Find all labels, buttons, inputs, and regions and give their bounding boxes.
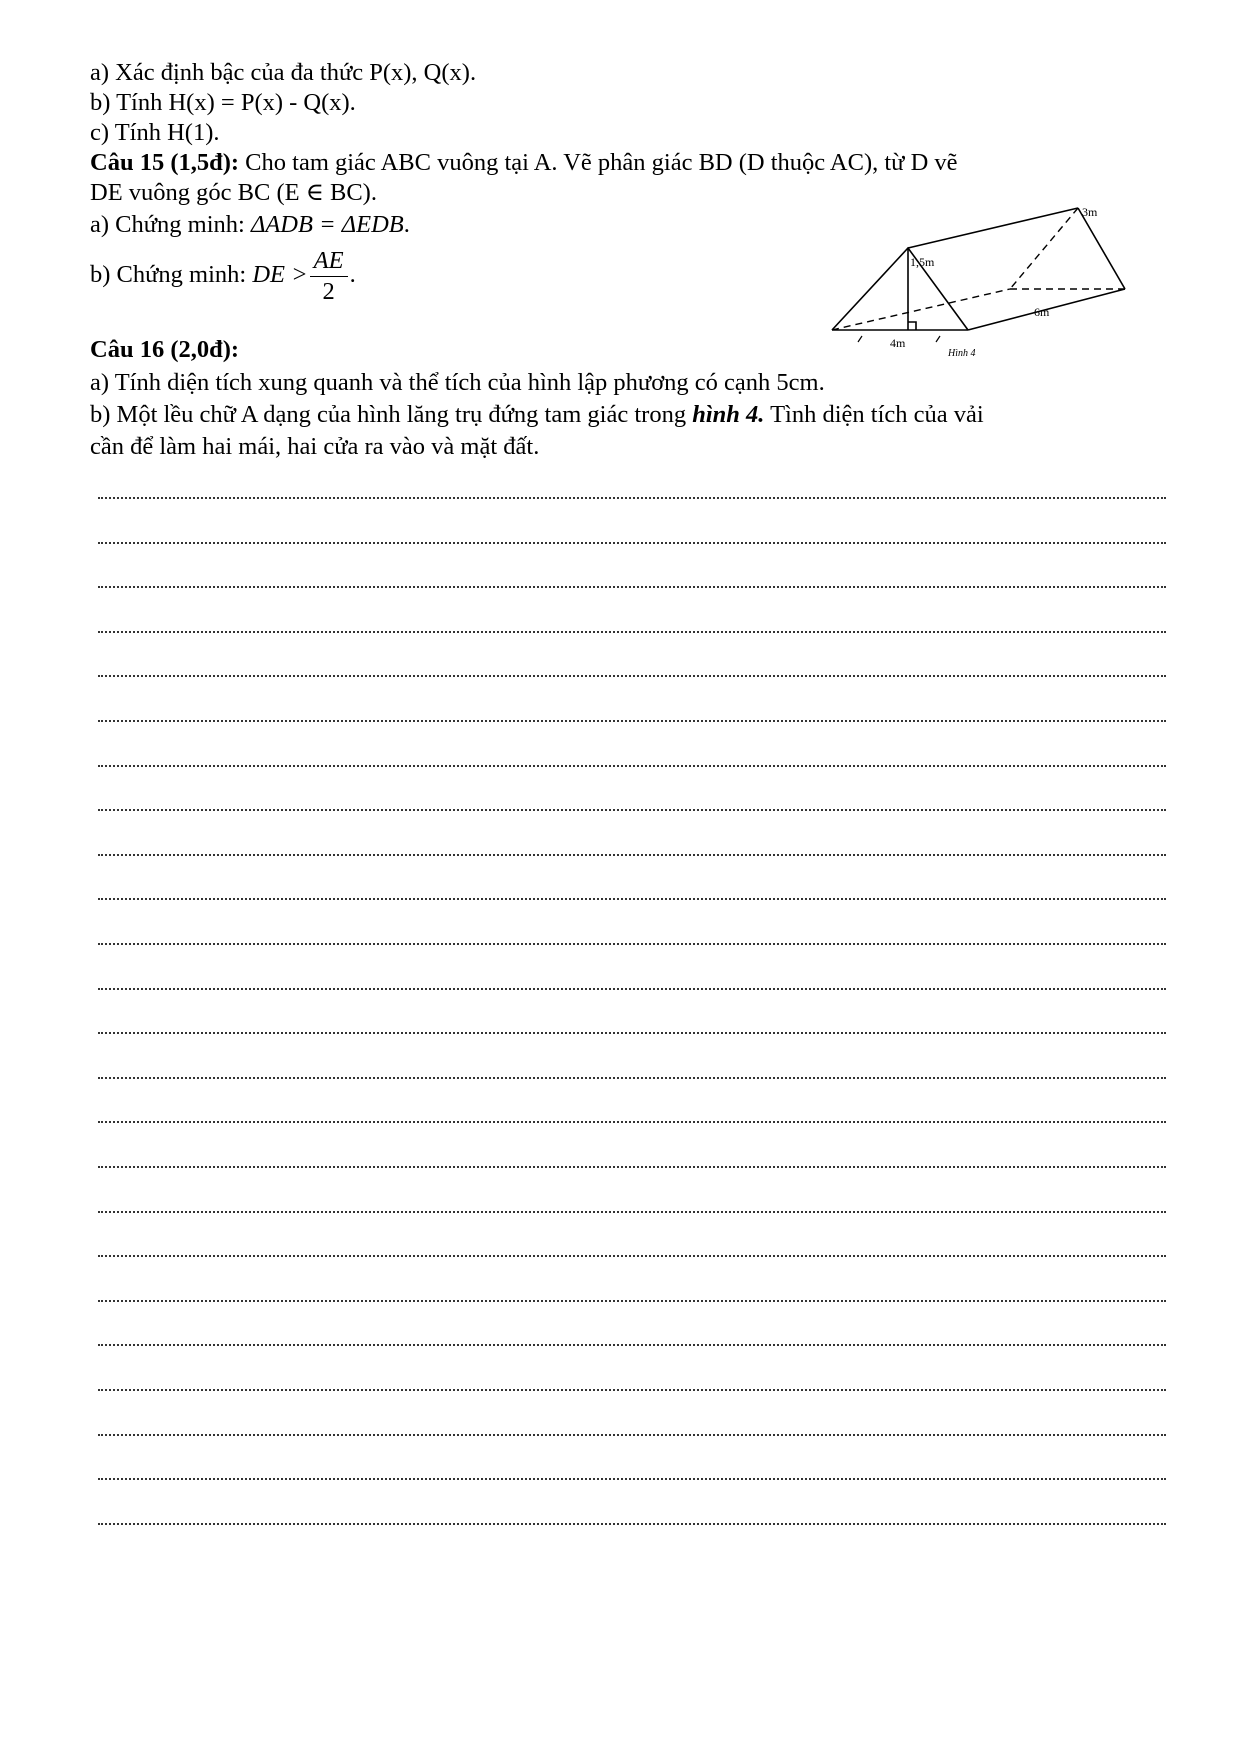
label-6m: 6m (1034, 305, 1050, 319)
answer-line[interactable] (98, 1255, 1166, 1257)
question-15b-prefix: b) Chứng minh: (90, 261, 253, 288)
answer-line[interactable] (98, 1434, 1166, 1436)
answer-line[interactable] (98, 1478, 1166, 1480)
tent-prism-figure (820, 200, 1140, 360)
answer-line[interactable] (98, 542, 1166, 544)
answer-line[interactable] (98, 943, 1166, 945)
answer-line[interactable] (98, 988, 1166, 990)
answer-line[interactable] (98, 1389, 1166, 1391)
question-14b: b) Tính H(x) = P(x) - Q(x). (90, 89, 356, 116)
answer-line[interactable] (98, 809, 1166, 811)
question-15-header (90, 148, 958, 178)
question-15a-prefix: a) Chứng minh: (90, 211, 251, 238)
question-15a (90, 210, 410, 240)
question-15b (90, 245, 356, 307)
label-3m: 3m (1082, 205, 1098, 219)
back-right-edge (1078, 208, 1125, 289)
answer-line[interactable] (98, 1523, 1166, 1525)
answer-line[interactable] (98, 1211, 1166, 1213)
question-15-text-2: DE vuông góc BC (E ∈ BC). (90, 179, 377, 206)
answer-line[interactable] (98, 1166, 1166, 1168)
tick-mark (936, 336, 940, 342)
ridge-line (908, 208, 1078, 248)
fraction-denominator: 2 (322, 277, 335, 305)
question-16-title: Câu 16 (2,0đ): (90, 336, 240, 363)
bottom-left-edge-hidden (832, 289, 1010, 330)
back-left-edge-hidden (1010, 208, 1078, 289)
question-15-text: Cho tam giác ABC vuông tại A. Vẽ phân giác BD (D thuộc AC), từ D vẽ (239, 149, 958, 176)
question-16b-post: Tình diện tích của vải (764, 401, 984, 428)
answer-line[interactable] (98, 1300, 1166, 1302)
label-4m: 4m (890, 336, 906, 350)
answer-line[interactable] (98, 1032, 1166, 1034)
answer-line[interactable] (98, 854, 1166, 856)
question-16b-figure-ref: hình 4. (692, 401, 765, 428)
figure-caption: Hình 4 (948, 348, 976, 359)
question-16b-2: cần để làm hai mái, hai cửa ra vào và mặt đất. (90, 433, 540, 460)
answer-line[interactable] (98, 720, 1166, 722)
answer-line[interactable] (98, 1077, 1166, 1079)
answer-line[interactable] (98, 1121, 1166, 1123)
answer-line[interactable] (98, 765, 1166, 767)
question-14a: a) Xác định bậc của đa thức P(x), Q(x). (90, 59, 477, 86)
answer-line[interactable] (98, 497, 1166, 499)
question-16a: a) Tính diện tích xung quanh và thể tích của hình lập phương có cạnh 5cm. (90, 369, 825, 396)
question-15b-lhs: DE > (252, 261, 308, 288)
tick-mark (858, 336, 862, 342)
answer-line[interactable] (98, 586, 1166, 588)
question-15b-end: . (349, 261, 356, 288)
question-16b (90, 400, 984, 430)
question-14c: c) Tính H(1). (90, 119, 220, 146)
front-triangle (832, 248, 968, 330)
question-15a-formula: ΔADB = ΔEDB (250, 211, 404, 238)
fraction-numerator: AE (310, 246, 348, 277)
answer-line[interactable] (98, 898, 1166, 900)
question-15-title: Câu 15 (1,5đ): (90, 149, 240, 176)
answer-line[interactable] (98, 631, 1166, 633)
question-15b-fraction (310, 246, 348, 307)
question-15a-end: . (403, 211, 410, 238)
label-1-5m: 1,5m (910, 255, 935, 269)
answer-line[interactable] (98, 1344, 1166, 1346)
right-angle-mark (908, 322, 916, 330)
answer-line[interactable] (98, 675, 1166, 677)
question-16b-pre: b) Một lều chữ A dạng của hình lăng trụ đứng tam giác trong (90, 401, 693, 428)
